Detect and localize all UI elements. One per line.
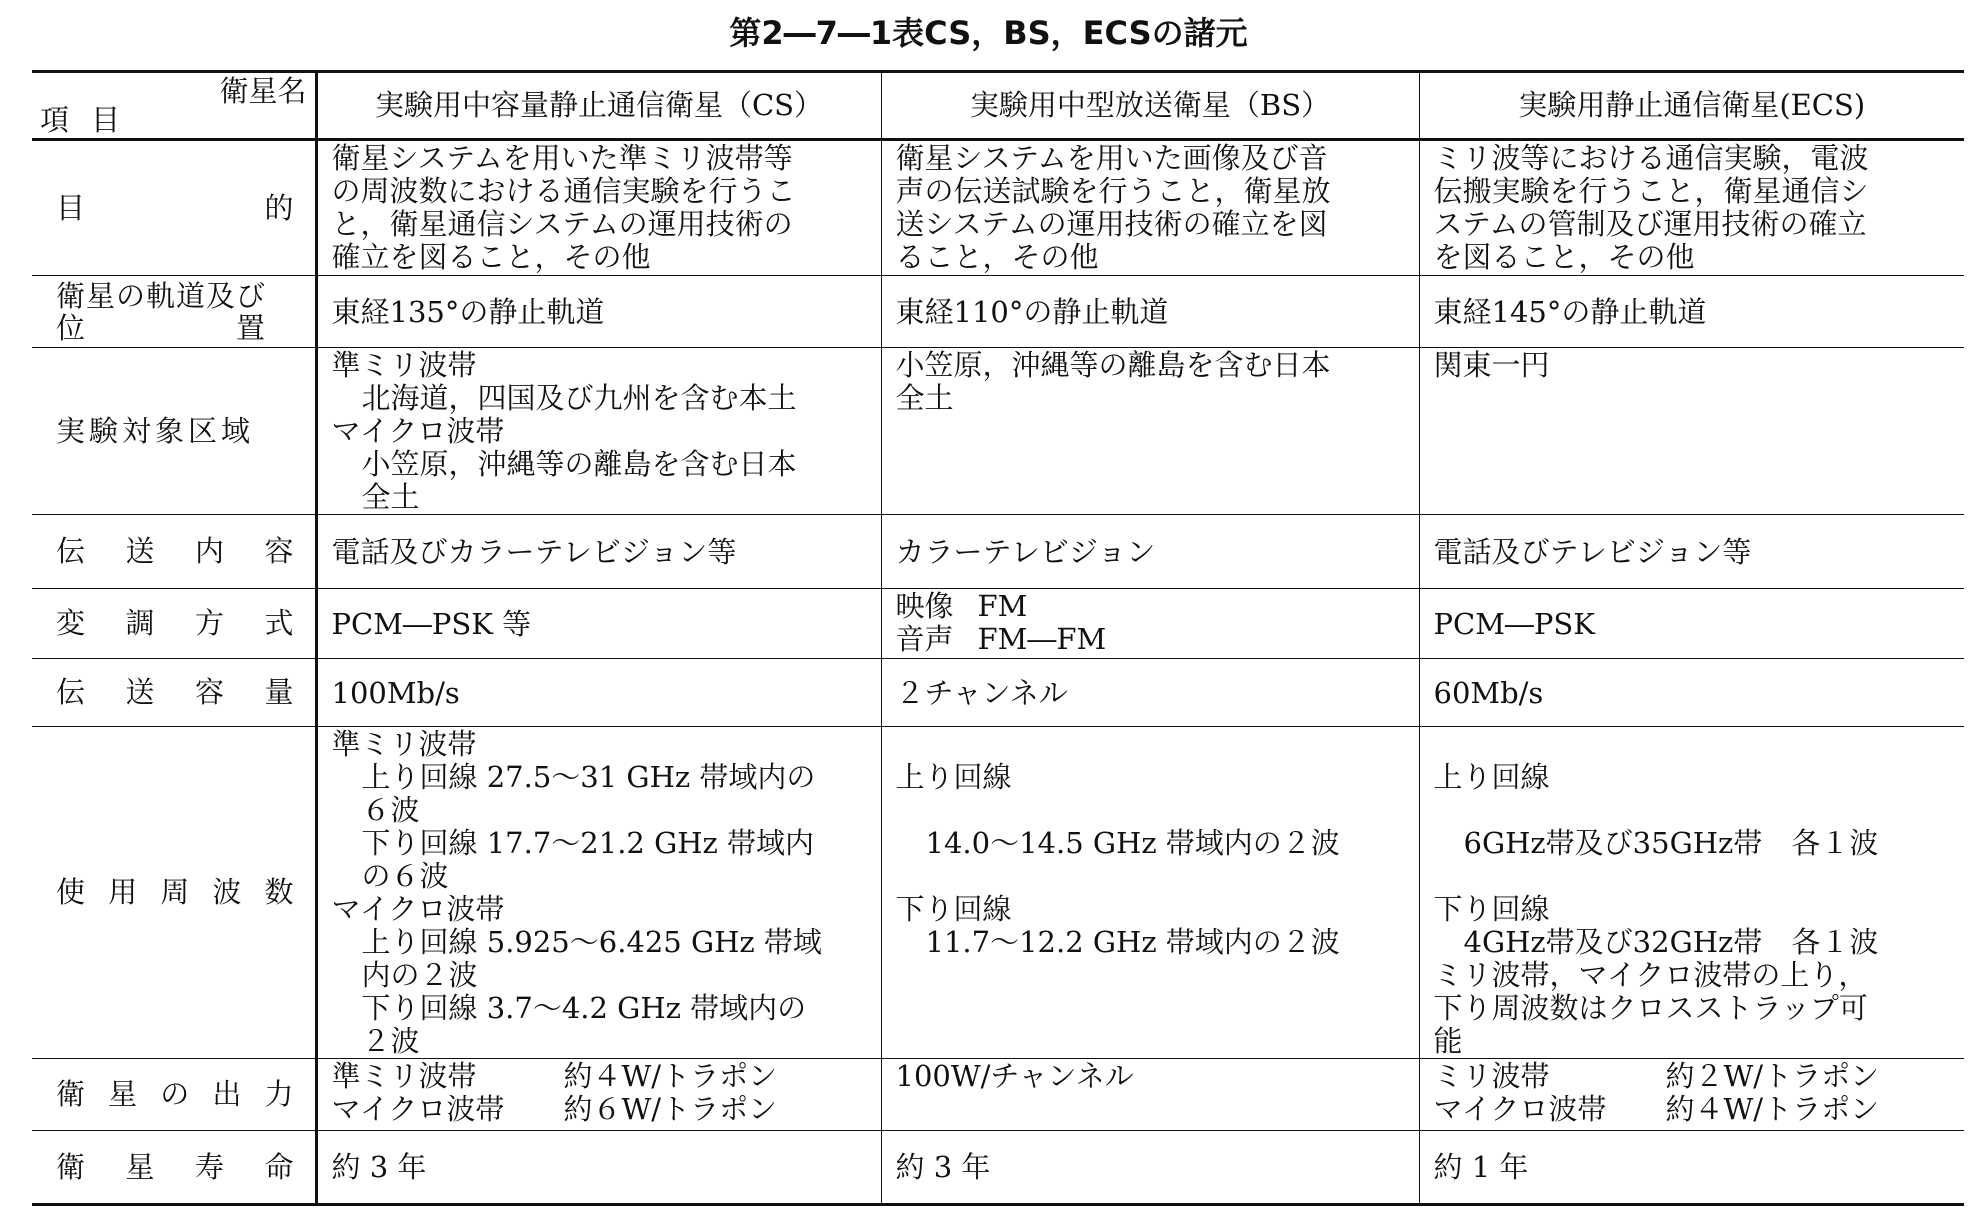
row-label-output: 衛 星 の 出 力 <box>32 1059 316 1131</box>
row-label-orbit: 衛星の軌道及び 位 置 <box>32 276 316 348</box>
row-label-capacity: 伝 送 容 量 <box>32 659 316 727</box>
cell-cs-frequency: 準ミリ波帯 上り回線 27.5～31 GHz 帯域内の ６波 下り回線 17.7～21.2 GHz 帯域内 の６波 マイクロ波帯 上り回線 5.925～6.425 GHz 帯域 内の２波 下り回線 3.7～4.2 GHz 帯域内の ２波 <box>316 727 881 1059</box>
cell-ecs-content: 電話及びテレビジョン等 <box>1419 515 1964 589</box>
corner-label-item: 項 目 <box>40 103 121 137</box>
cell-cs-content: 電話及びカラーテレビジョン等 <box>316 515 881 589</box>
corner-header-cell <box>32 72 316 140</box>
row-label-purpose: 目 的 <box>32 140 316 276</box>
cell-bs-frequency: 上り回線 14.0～14.5 GHz 帯域内の２波 下り回線 11.7～12.2 GHz 帯域内の２波 <box>881 727 1419 1059</box>
cell-ecs-modulation: PCM―PSK <box>1419 589 1964 659</box>
cell-cs-output: 準ミリ波帯 約４W/トラポン マイクロ波帯 約６W/トラポン <box>316 1059 881 1131</box>
cell-cs-purpose: 衛星システムを用いた準ミリ波帯等 の周波数における通信実験を行うこ と，衛星通信システムの運用技術の 確立を図ること，その他 <box>316 140 881 276</box>
cell-bs-orbit: 東経110°の静止軌道 <box>881 276 1419 348</box>
table-row-modulation <box>32 589 1964 659</box>
satellite-header-ecs: 実験用静止通信衛星(ECS) <box>1419 72 1964 140</box>
row-label-area: 実験対象区域 <box>32 348 316 515</box>
spec-table <box>32 70 1964 1206</box>
cell-ecs-output: ミリ波帯 約２W/トラポン マイクロ波帯 約４W/トラポン <box>1419 1059 1964 1131</box>
cell-bs-lifetime: 約 3 年 <box>881 1131 1419 1205</box>
table-row-lifetime <box>32 1131 1964 1205</box>
row-label-modulation: 変 調 方 式 <box>32 589 316 659</box>
cell-cs-orbit: 東経135°の静止軌道 <box>316 276 881 348</box>
cell-ecs-area: 関東一円 <box>1419 348 1964 515</box>
cell-bs-modulation: 映像 FM 音声 FM―FM <box>881 589 1419 659</box>
cell-ecs-orbit: 東経145°の静止軌道 <box>1419 276 1964 348</box>
corner-label-satellite: 衛星名 <box>219 74 307 108</box>
row-label-content: 伝 送 内 容 <box>32 515 316 589</box>
cell-bs-area: 小笠原，沖縄等の離島を含む日本 全土 <box>881 348 1419 515</box>
cell-cs-lifetime: 約 3 年 <box>316 1131 881 1205</box>
row-label-lifetime: 衛 星 寿 命 <box>32 1131 316 1205</box>
cell-bs-capacity: ２チャンネル <box>881 659 1419 727</box>
cell-bs-content: カラーテレビジョン <box>881 515 1419 589</box>
cell-ecs-frequency: 上り回線 6GHz帯及び35GHz帯 各１波 下り回線 4GHz帯及び32GHz帯 各１波 ミリ波帯，マイクロ波帯の上り， 下り周波数はクロスストラップ可 能 <box>1419 727 1964 1059</box>
table-row-capacity <box>32 659 1964 727</box>
row-label-frequency: 使 用 周 波 数 <box>32 727 316 1059</box>
table-row-content <box>32 515 1964 589</box>
cell-cs-modulation: PCM―PSK 等 <box>316 589 881 659</box>
table-row-frequency <box>32 727 1964 1059</box>
satellite-header-bs: 実験用中型放送衛星（BS） <box>881 72 1419 140</box>
table-row-area <box>32 348 1964 515</box>
cell-bs-output: 100W/チャンネル <box>881 1059 1419 1131</box>
cell-ecs-lifetime: 約 1 年 <box>1419 1131 1964 1205</box>
table-row-purpose <box>32 140 1964 276</box>
satellite-header-cs: 実験用中容量静止通信衛星（CS） <box>316 72 881 140</box>
cell-cs-capacity: 100Mb/s <box>316 659 881 727</box>
cell-cs-area: 準ミリ波帯 北海道，四国及び九州を含む本土 マイクロ波帯 小笠原，沖縄等の離島を含む日本 全土 <box>316 348 881 515</box>
header-row <box>32 72 1964 140</box>
table-title: 第2―7―1表CS，BS，ECSの諸元 <box>729 14 1248 52</box>
table-row-orbit <box>32 276 1964 348</box>
cell-ecs-purpose: ミリ波等における通信実験，電波 伝搬実験を行うこと，衛星通信シ ステムの管制及び運用技術の確立 を図ること，その他 <box>1419 140 1964 276</box>
cell-bs-purpose: 衛星システムを用いた画像及び音 声の伝送試験を行うこと，衛星放 送システムの運用技術の確立を図 ること，その他 <box>881 140 1419 276</box>
cell-ecs-capacity: 60Mb/s <box>1419 659 1964 727</box>
table-row-output <box>32 1059 1964 1131</box>
